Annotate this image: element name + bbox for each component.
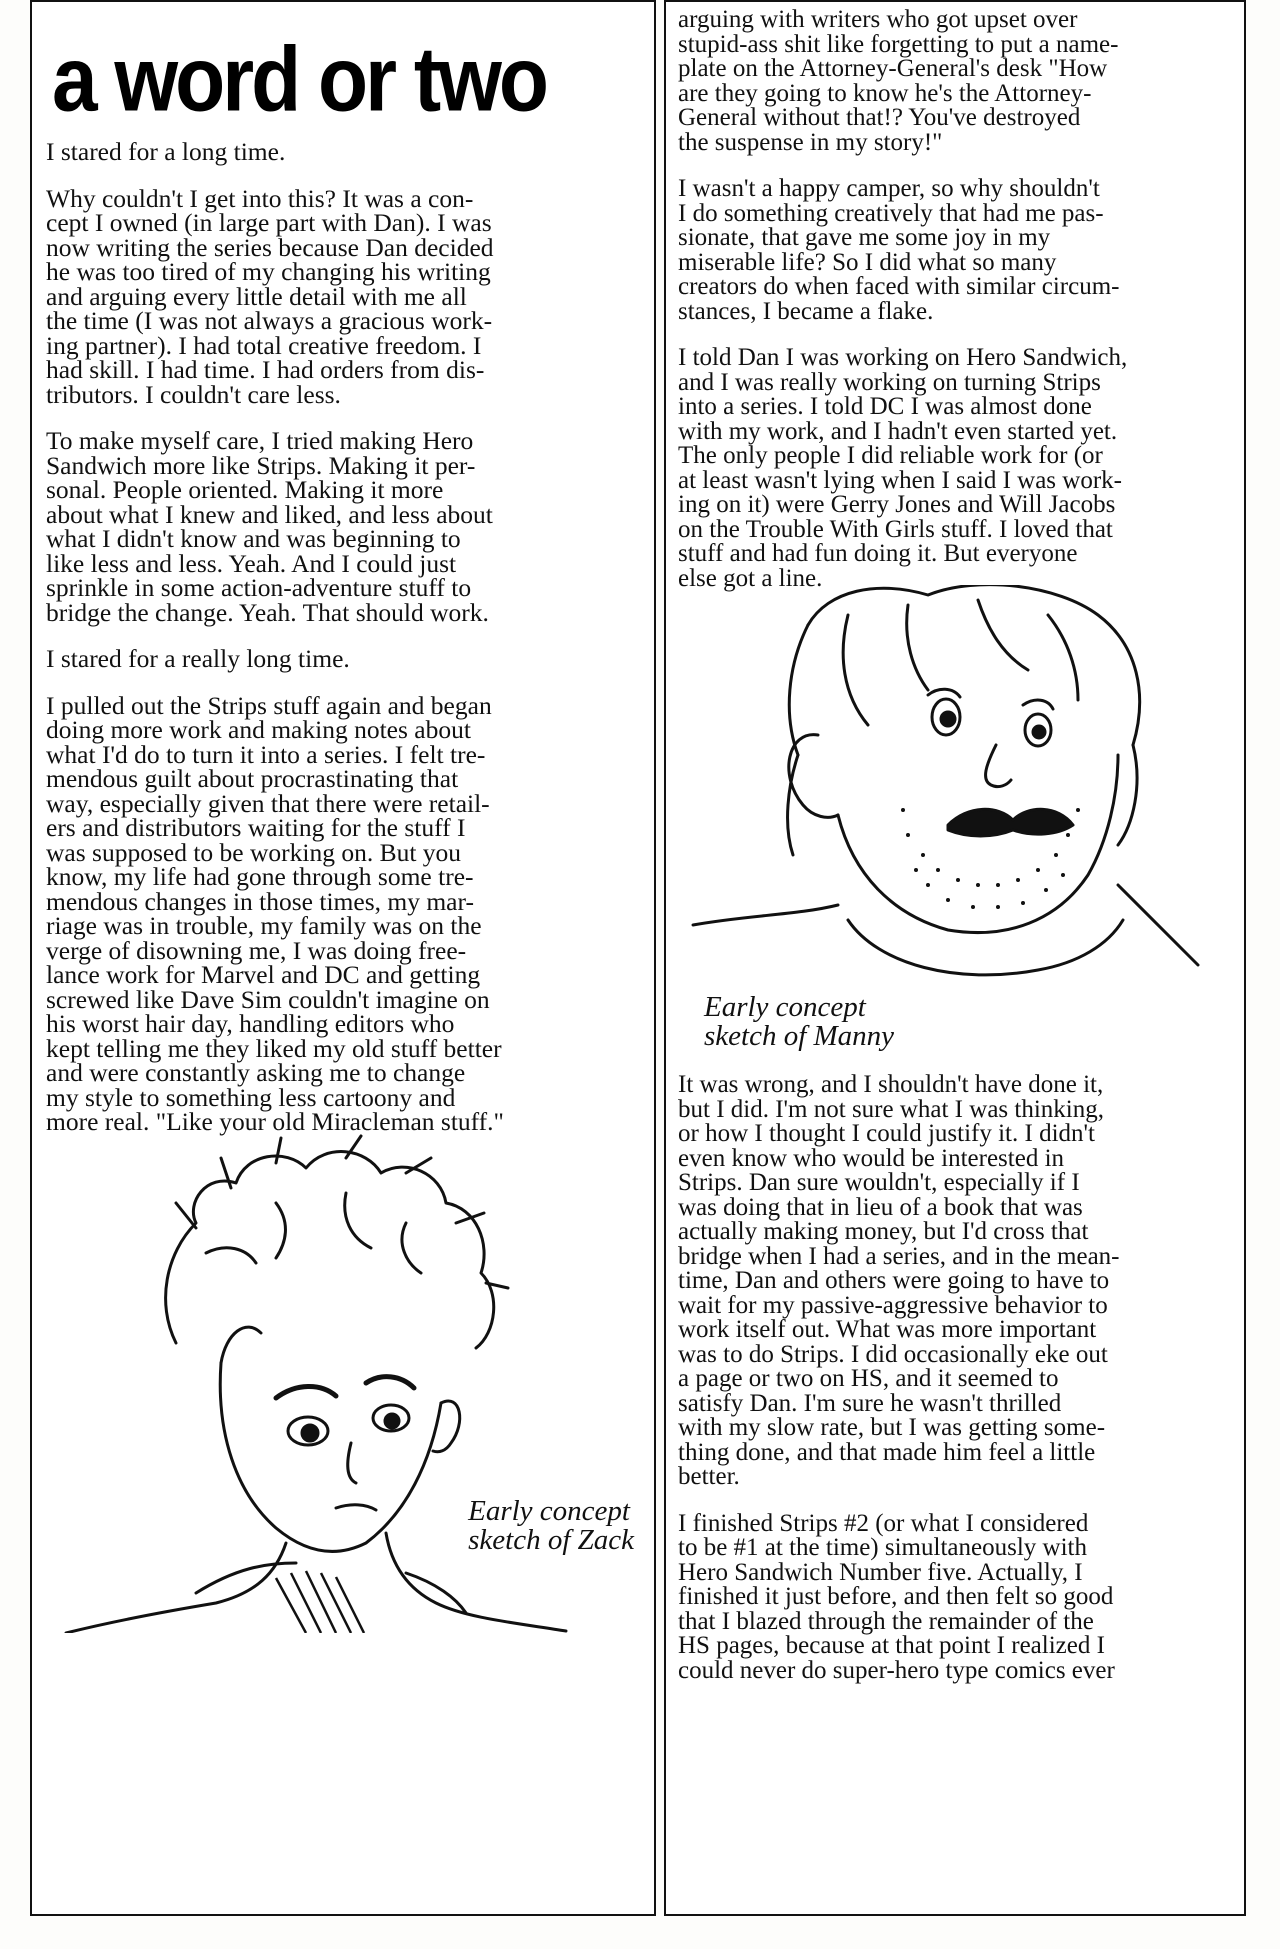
right-column	[664, 0, 1246, 1916]
left-paragraph-4: I stared for a really long time.	[46, 644, 350, 673]
page-title: a word or two	[52, 28, 546, 131]
right-paragraph-4: It was wrong, and I shouldn't have done it, but I did. I'm not sure what I was thinking, or how I thought I could justify it. I didn't even know who would be interested in Strips. Dan sure wouldn't, especially if I was doing that in lieu of a book that was actually making money, but I'd cross that bridge when I had a series, and in the mean- time, Dan and others were going to have to wait for my passive-aggressive behavior to work itself out. What was more important was to do Strips. I did occasionally eke out a page or two on HS, and it seemed to satisfy Dan. I'm sure he wasn't thrilled with my slow rate, but I was getting some- thing done, and that made him feel a little better.	[678, 1071, 1120, 1490]
left-paragraph-1: I stared for a long time.	[46, 137, 286, 166]
right-paragraph-5: I finished Strips #2 (or what I considered to be #1 at the time) simultaneously with Hero Sandwich Number five. Actually, I finished it just before, and then felt so good that I blazed through the remainder of the HS pages, because at that point I realized I could never do super-hero type comics ever	[678, 1509, 1115, 1684]
zack-drawing	[46, 1133, 642, 1633]
zack-caption: Early concept sketch of Zack	[468, 1494, 634, 1556]
left-paragraph-3: To make myself care, I tried making Hero Sandwich more like Strips. Making it per- sonal. People oriented. Making it more about what I knew and liked, and less about what I didn't know and was beginning to like less and less. Yeah. And I could just sprinkle in some action-adventure stuff to bridge the change. Yeah. That should work.	[46, 426, 493, 627]
zack-sketch	[46, 1133, 640, 1633]
manny-caption: Early concept sketch of Manny	[704, 991, 895, 1052]
left-paragraph-2: Why couldn't I get into this? It was a con- cept I owned (in large part with Dan). I was now writing the series because Dan decided he was too tired of my changing his writing and arguing every little detail with me all the time (I was not always a gracious work- ing partner). I had total creative freedom. I had skill. I had time. I had orders from dis- tributors. I couldn't care less.	[46, 183, 494, 409]
manny-sketch	[678, 585, 1232, 1055]
manny-drawing	[678, 585, 1234, 1005]
right-paragraph-3: I told Dan I was working on Hero Sandwich, and I was really working on turning Strips into a series. I told DC I was almost done with my work, and I hadn't even started yet. The only people I did reliable work for (or at least wasn't lying when I said I was work- ing on it) were Gerry Jones and Will Jacobs on the Trouble With Girls stuff. I loved that stuff and had fun doing it. But everyone else got a line.	[678, 344, 1128, 592]
right-paragraph-2: I wasn't a happy camper, so why shouldn't I do something creatively that had me pas- sionate, that gave me some joy in my miserable life? So I did what so many creators do when faced with similar circum- stances, I became a flake.	[678, 175, 1120, 325]
left-column	[30, 0, 656, 1916]
left-paragraph-5: I pulled out the Strips stuff again and began doing more work and making notes about what I'd do to turn it into a series. I felt tre- mendous guilt about procrastinating that way, especially given that there were retail- ers and distributors waiting for the stuff I was supposed to be working on. But you know, my life had gone through some tre- mendous changes in those times, my mar- riage was in trouble, my family was on the verge of disowning me, I was doing free- lance work for Marvel and DC and getting screwed like Dave Sim couldn't imagine on his worst hair day, handling editors who kept telling me they liked my old stuff better and were constantly asking me to change my style to something less cartoony and more real. "Like your old Miracleman stuff."	[46, 690, 504, 1136]
right-paragraph-1: arguing with writers who got upset over stupid-ass shit like forgetting to put a name- plate on the Attorney-General's desk "How are they going to know he's the Attorney- General without that!? You've destroyed the suspense in my story!"	[678, 6, 1119, 156]
